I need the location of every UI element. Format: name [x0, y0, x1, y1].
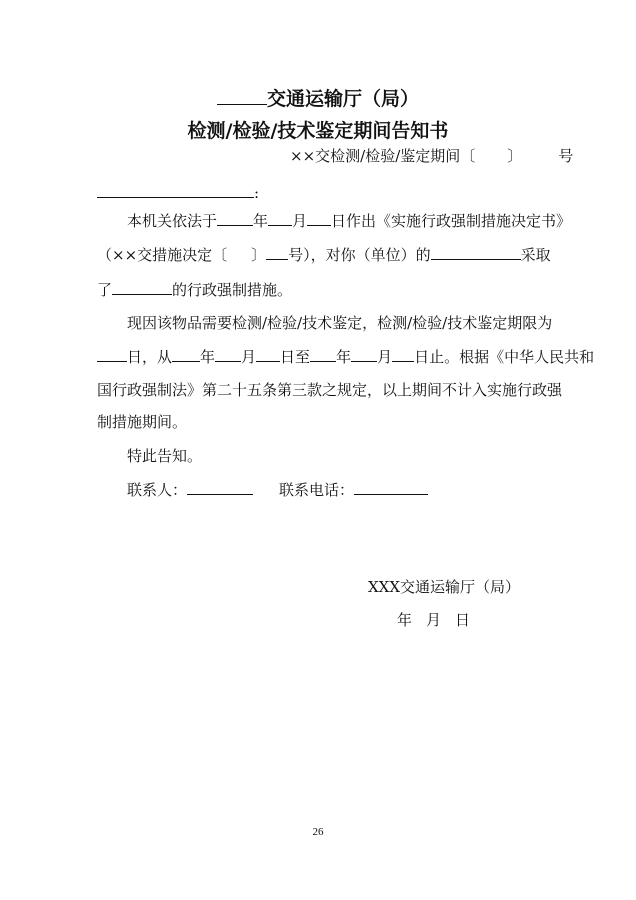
paragraph-2-line-1: 现因该物品需要检测/检验/技术鉴定，检测/检验/技术鉴定期限为 — [127, 314, 553, 332]
start-month-blank — [215, 346, 241, 362]
document-title: 检测/检验/技术鉴定期间告知书 — [187, 120, 449, 142]
title-prefix: 交通运输厅（局） — [266, 88, 419, 110]
day-blank — [307, 210, 331, 226]
issuing-organization: XXX交通运输厅（局） — [368, 578, 521, 596]
item-blank — [431, 244, 521, 260]
month-blank — [268, 210, 292, 226]
decision-number-blank — [266, 244, 288, 260]
title-line-1 — [0, 84, 636, 111]
contact-line — [127, 479, 428, 500]
paragraph-1-line-1: 本机关依法于 年 月 日作出《实施行政强制措施决定书》 — [127, 212, 572, 230]
end-year-blank — [310, 346, 336, 362]
end-day-blank — [392, 346, 414, 362]
period-days-blank — [97, 346, 127, 362]
end-month-blank — [351, 346, 377, 362]
contact-phone-label: 联系电话： — [279, 481, 355, 499]
start-day-blank — [256, 346, 280, 362]
notice-text: 特此告知。 — [127, 447, 203, 465]
start-year-blank — [172, 346, 200, 362]
contact-person-blank — [187, 479, 253, 495]
paragraph-2-line-4: 制措施期间。 — [97, 413, 188, 431]
addressee-line: : — [97, 182, 259, 203]
paragraph-2-line-2: 日，从 年 月 日至 年 月 日止。根据《中华人民共和 — [97, 346, 594, 367]
contact-phone-blank — [354, 479, 428, 495]
department-blank — [217, 89, 267, 105]
addressee-blank — [97, 182, 254, 198]
issue-date: 年 月 日 — [397, 611, 471, 629]
year-blank — [217, 210, 253, 226]
paragraph-1-line-3: 了 的行政强制措施。 — [97, 281, 293, 299]
measure-blank — [112, 279, 172, 295]
page-number: 26 — [312, 826, 324, 838]
document-number: ××交检测/检验/鉴定期间〔 〕 号 — [290, 147, 574, 165]
contact-person-label: 联系人： — [127, 481, 188, 499]
paragraph-2-line-3: 国行政强制法》第二十五条第三款之规定，以上期间不计入实施行政强 — [97, 381, 563, 399]
paragraph-1-line-2: （××交措施决定〔 〕 号），对你（单位）的 采取 — [97, 246, 551, 264]
